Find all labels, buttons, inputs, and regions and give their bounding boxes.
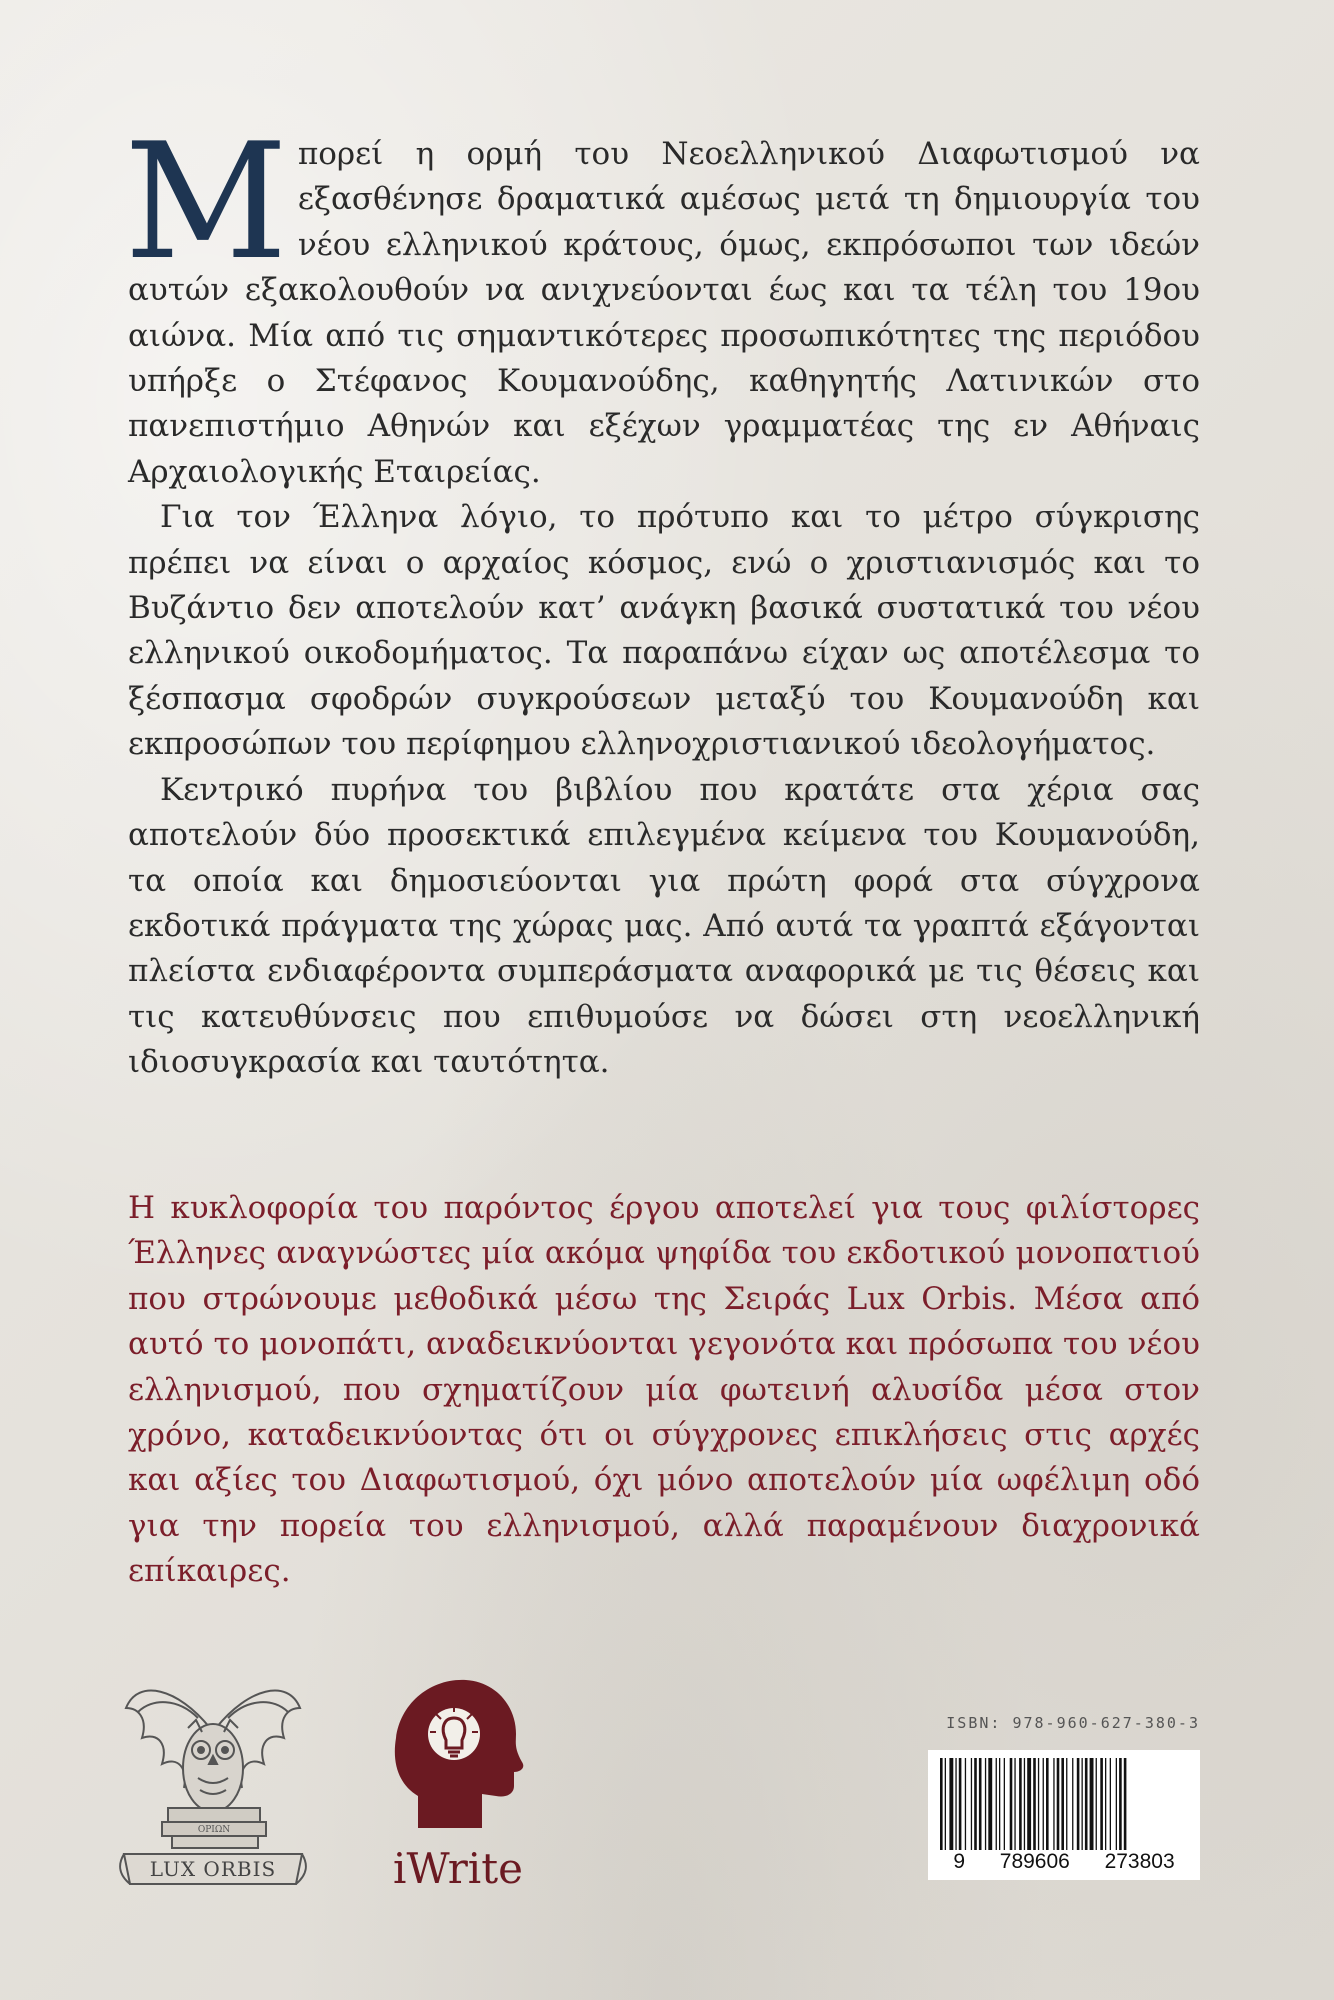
barcode-digits <box>928 1850 1200 1874</box>
barcode-bar <box>955 1758 956 1850</box>
barcode-bar <box>974 1758 977 1850</box>
drop-cap: Μ <box>124 108 288 295</box>
isbn-barcode <box>928 1750 1200 1880</box>
barcode-bar <box>1014 1758 1015 1850</box>
barcode-bar <box>985 1758 986 1850</box>
barcode-bar <box>1105 1758 1106 1850</box>
barcode-bar <box>959 1758 962 1850</box>
barcode-bar <box>1019 1758 1022 1850</box>
barcode-bar <box>999 1758 1000 1850</box>
barcode-bar <box>1085 1758 1088 1850</box>
barcode-bar <box>1100 1758 1103 1850</box>
barcode-bar <box>1033 1758 1036 1850</box>
synopsis-paragraph-2: Για τον Έλληνα λόγιο, το πρότυπο και το μέτρο σύγκρισης πρέπει να είναι ο αρχαίος κόσμος, ενώ ο χριστιανισμός και το Βυζάντιο δεν αποτελούν κατ’ ανάγκη βασικά συστατικά του νέου ελληνικού οικοδομήματος. Τα παραπάνω είχαν ως αποτέλεσμα το ξέσπασμα σφοδρών συγκρούσεων μεταξύ του Κουμανούδη και εκπροσώπων του περίφημου ελληνοχριστιανικού ιδεολογήματος. <box>128 499 1200 763</box>
barcode-bar <box>1077 1758 1080 1850</box>
barcode-bar <box>1110 1758 1111 1850</box>
barcode-bar <box>940 1758 943 1850</box>
barcode-bar <box>988 1758 992 1850</box>
barcode-bar <box>949 1758 953 1850</box>
barcode-digit-group-1: 9 <box>953 1850 966 1873</box>
barcode-bar <box>965 1758 966 1850</box>
barcode-bar <box>1119 1758 1122 1850</box>
lux-orbis-logo <box>118 1668 308 1896</box>
barcode-bar <box>1090 1758 1094 1850</box>
barcode-digit-group-2: 789606 <box>999 1850 1070 1873</box>
barcode-bar <box>1043 1758 1044 1850</box>
barcode-bar <box>1057 1758 1060 1850</box>
barcode-bar <box>979 1758 982 1850</box>
barcode-bar <box>971 1758 972 1850</box>
lux-orbis-text: LUX ORBIS <box>149 1857 277 1881</box>
series-promo: Η κυκλοφορία του παρόντος έργου αποτελεί για τους φιλίστορες Έλληνες αναγνώστες μία ακόμα ψηφίδα του εκδοτικού μονοπατιού που στρώνουμε μεθοδικά μέσω της Σειράς Lux Orbis. Μέσα από αυτό το μονοπάτι, αναδεικνύονται γεγονότα και πρόσωπα του νέου ελληνισμού, που σχηματίζουν μία φωτεινή αλυσίδα μέσα στον χρόνο, καταδεικνύοντας ότι οι σύγχρονες επικλήσεις στις αρχές και αξίες του Διαφωτισμού, όχι μόνο αποτελούν μία ωφέλιμη οδό για την πορεία του ελληνισμού, αλλά παραμένουν διαχρονικά επίκαιρες. <box>128 1190 1200 1590</box>
barcode-bar <box>1004 1758 1005 1850</box>
barcode-bar <box>1124 1758 1127 1850</box>
barcode-bar <box>1072 1758 1073 1850</box>
barcode-bar <box>1053 1758 1054 1850</box>
synopsis <box>124 108 1200 1086</box>
iwrite-wordmark: iWrite <box>393 1844 523 1893</box>
synopsis-paragraph-1-text: πορεί η ορμή του Νεοελληνικού Διαφωτισμού να εξασθένησε δραματικά αμέσως μετά τη δημιουργία του νέου ελληνικού κράτους, όμως, εκπρόσωποι των ιδεών αυτών εξακολουθούν να ανιχνεύονται έως και τα τέλη του 19ου αιώνα. Μία από τις σημαντικότερες προσωπικότητες της περιόδου υπήρξε ο Στέφανος Κουμανούδης, καθηγητής Λατινικών στο πανεπιστήμιο Αθηνών και εξέχων γραμματέας της εν Αθήναις Αρχαιολογικής Εταιρείας. <box>128 136 1200 490</box>
barcode-bars <box>938 1758 1190 1850</box>
barcode-bar <box>996 1758 997 1850</box>
barcode-bar <box>1010 1758 1013 1850</box>
barcode-bar <box>1066 1758 1067 1850</box>
barcode-bar <box>1046 1758 1049 1850</box>
synopsis-paragraph-3: Κεντρικό πυρήνα του βιβλίου που κρατάτε στα χέρια σας αποτελούν δύο προσεκτικά επιλεγμένα κείμενα του Κουμανούδη, τα οποία και δημοσιεύονται για πρώτη φορά στα σύγχρονα εκδοτικά πράγματα της χώρας μας. Από αυτά τα γραπτά εξάγονται πλείστα ενδιαφέροντα συμπεράσματα αναφορικά με τις θέσεις και τις κατευθύνσεις που επιθυμούσε να δώσει στη νεοελληνική ιδιοσυγκρασία και ταυτότητα. <box>128 771 1200 1081</box>
barcode-bar <box>1096 1758 1097 1850</box>
barcode-bar <box>1116 1758 1117 1850</box>
barcode-bar <box>945 1758 946 1850</box>
iwrite-logo <box>378 1668 538 1898</box>
barcode-bar <box>1024 1758 1025 1850</box>
barcode-digit-group-3: 273803 <box>1104 1850 1175 1873</box>
owl-books-label: ΟΡΙΩΝ <box>197 1825 231 1835</box>
barcode-bar <box>1082 1758 1083 1850</box>
synopsis-paragraph-1 <box>124 108 1200 495</box>
owl-books-icon <box>118 1668 308 1896</box>
isbn-label: ISBN: 978-960-627-380-3 <box>946 1714 1200 1732</box>
barcode-bar <box>1027 1758 1031 1850</box>
head-lightbulb-icon <box>378 1668 538 1838</box>
barcode-bar <box>1038 1758 1039 1850</box>
barcode-bar <box>1061 1758 1064 1850</box>
